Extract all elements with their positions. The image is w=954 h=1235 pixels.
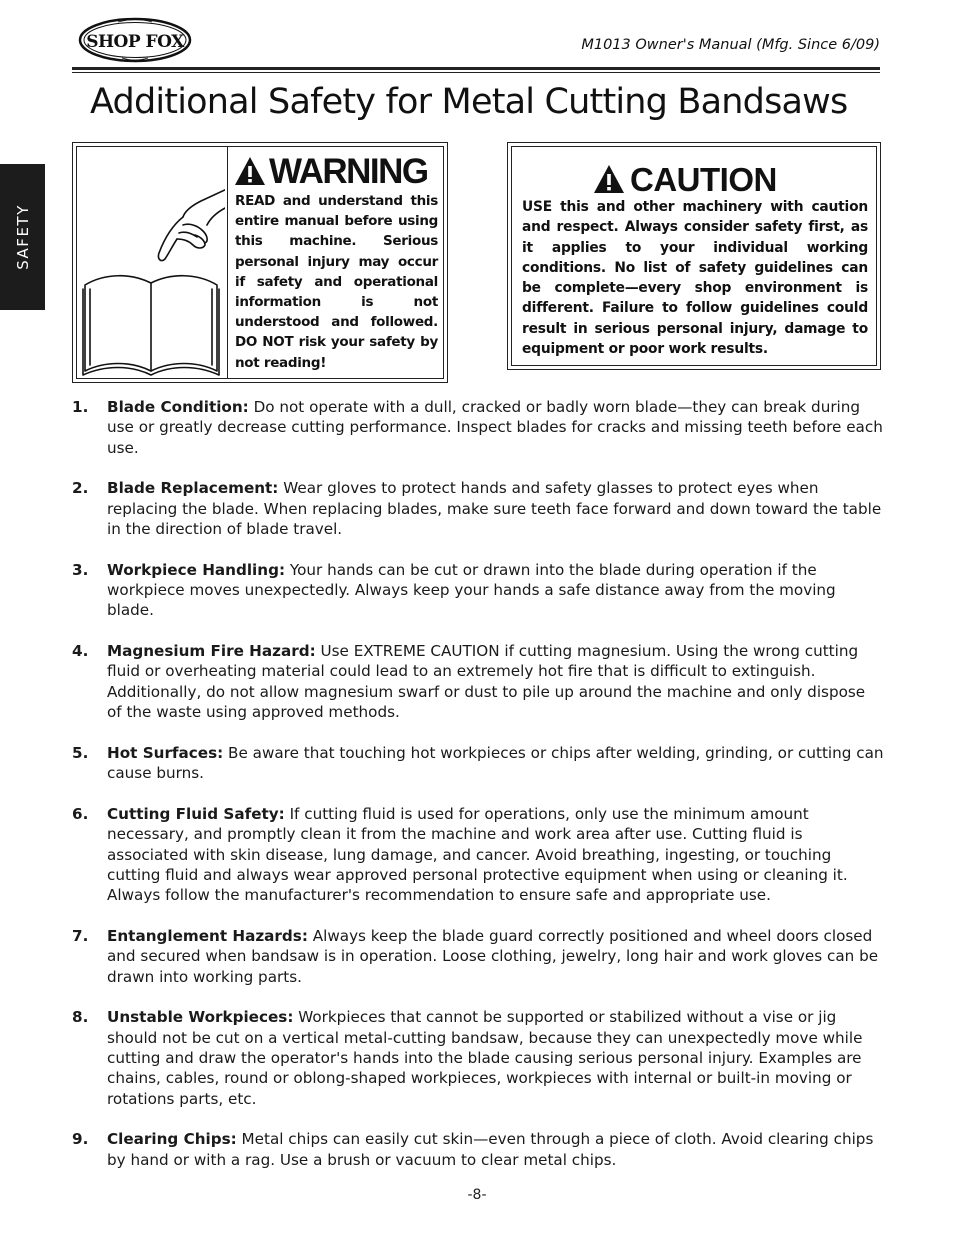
page-title: Additional Safety for Metal Cutting Bandsaws <box>90 82 848 122</box>
item-label: Cutting Fluid Safety: <box>107 804 285 823</box>
list-item <box>72 743 884 784</box>
item-number: 3. <box>72 560 89 579</box>
item-label: Workpiece Handling: <box>107 560 286 579</box>
item-number: 8. <box>72 1008 89 1027</box>
item-number: 1. <box>72 398 89 416</box>
item-text: Do not operate with a dull, cracked or badly worn blade—they can break during use or greatly decrease cutting performance. Inspect blades for cracks and missing teeth before each use. <box>107 398 883 457</box>
warning-text: READ and understand this entire manual before using this machine. Serious personal injury may occur if safety and operational information is not understood and followed. DO NOT risk your safety by not reading! <box>235 193 438 371</box>
caution-box <box>507 142 881 370</box>
item-label: Unstable Workpieces: <box>107 1008 294 1027</box>
item-text: Always keep the blade guard correctly positioned and wheel doors closed and secured when bandsaw is in operation. Loose clothing, jewelry, long hair and work gloves can be drawn into working parts. <box>107 926 879 986</box>
item-label: Clearing Chips: <box>107 1130 237 1149</box>
item-label: Blade Condition: <box>107 398 249 416</box>
item-number: 2. <box>72 479 89 498</box>
caution-text: USE this and other machinery with caution and respect. Always consider safety first, as it applies to your individual working conditions. No list of safety guidelines can be complete—every shop environment is different. Failure to follow guidelines could result in serious personal injury, damage to equipment or poor work results. <box>522 199 868 358</box>
page-number: -8- <box>467 1187 487 1203</box>
list-item <box>72 926 884 987</box>
warning-divider <box>227 147 228 378</box>
warning-box-inner <box>76 146 444 379</box>
item-number: 6. <box>72 804 89 823</box>
header-rule-thin <box>72 72 880 73</box>
caution-triangle-icon <box>592 163 626 195</box>
warning-box <box>72 142 448 383</box>
item-number: 4. <box>72 642 89 661</box>
item-text: Your hands can be cut or drawn into the blade during operation if the workpiece moves unexpectedly. Always keep your hands a safe distance away from the moving blade. <box>107 560 836 620</box>
safety-list <box>72 397 884 1190</box>
list-item <box>72 641 884 722</box>
item-number: 5. <box>72 743 89 762</box>
warning-heading <box>233 151 428 191</box>
item-number: 7. <box>72 926 89 945</box>
item-label: Magnesium Fire Hazard: <box>107 642 316 661</box>
item-number: 9. <box>72 1130 89 1149</box>
list-item <box>72 478 884 539</box>
item-text: If cutting fluid is used for operations, only use the minimum amount necessary, and promptly clean it from the machine and work area after use. Cutting fluid is associated with skin disease, lung damage, and cancer. Avoid breathing, ingesting, or touching cutting fluid and always wear approved personal protective equipment when using or cleaning it. Always follow the manufacturer's recommendation to ensure safe and appropriate use. <box>107 804 848 905</box>
svg-text:SHOP FOX: SHOP FOX <box>86 32 184 52</box>
item-text: Use EXTREME CAUTION if cutting magnesium. Using the wrong cutting fluid or overheating material could lead to an extremely hot fire that is difficult to extinguish. Additionally, do not allow magnesium swarf or dust to pile up around the machine and only dispose of the waste using approved methods. <box>107 642 866 722</box>
warning-triangle-icon <box>233 155 267 187</box>
list-item <box>72 804 884 905</box>
list-item <box>72 1129 884 1170</box>
list-item <box>72 1007 884 1108</box>
shop-fox-logo <box>78 16 192 64</box>
manual-title: M1013 Owner's Manual (Mfg. Since 6/09) <box>581 37 880 53</box>
list-item <box>72 560 884 621</box>
section-tab-label: SAFETY <box>13 204 32 270</box>
item-label: Blade Replacement: <box>107 479 279 498</box>
header-rule <box>72 67 880 70</box>
item-text: Wear gloves to protect hands and safety glasses to protect eyes when replacing the blade. When replacing blades, make sure teeth face forward and down toward the table in the direction of blade travel. <box>107 479 882 538</box>
list-item <box>72 397 884 458</box>
reading-manual-illustration <box>79 177 225 377</box>
item-text: Metal chips can easily cut skin—even through a piece of cloth. Avoid clearing chips by hand or with a rag. Use a brush or vacuum to clear metal chips. <box>107 1130 874 1169</box>
item-label: Entanglement Hazards: <box>107 926 308 945</box>
caution-box-inner <box>511 146 877 366</box>
warning-heading-text: WARNING <box>269 151 428 191</box>
item-text: Workpieces that cannot be supported or stabilized without a vise or jig should not be cut on a vertical metal-cutting bandsaw, because they can unexpectedly move while cutting and draw the operator's hands into the blade causing serious personal injury. Examples are chains, cables, round or oblong-shaped workpieces, workpieces with internal or built-in moving or rotations parts, etc. <box>107 1008 863 1108</box>
caution-heading <box>592 159 777 199</box>
item-label: Hot Surfaces: <box>107 743 224 762</box>
section-tab <box>0 164 45 310</box>
caution-heading-text: CAUTION <box>630 160 777 198</box>
item-text: Be aware that touching hot workpieces or chips after welding, grinding, or cutting can cause burns. <box>107 743 884 783</box>
